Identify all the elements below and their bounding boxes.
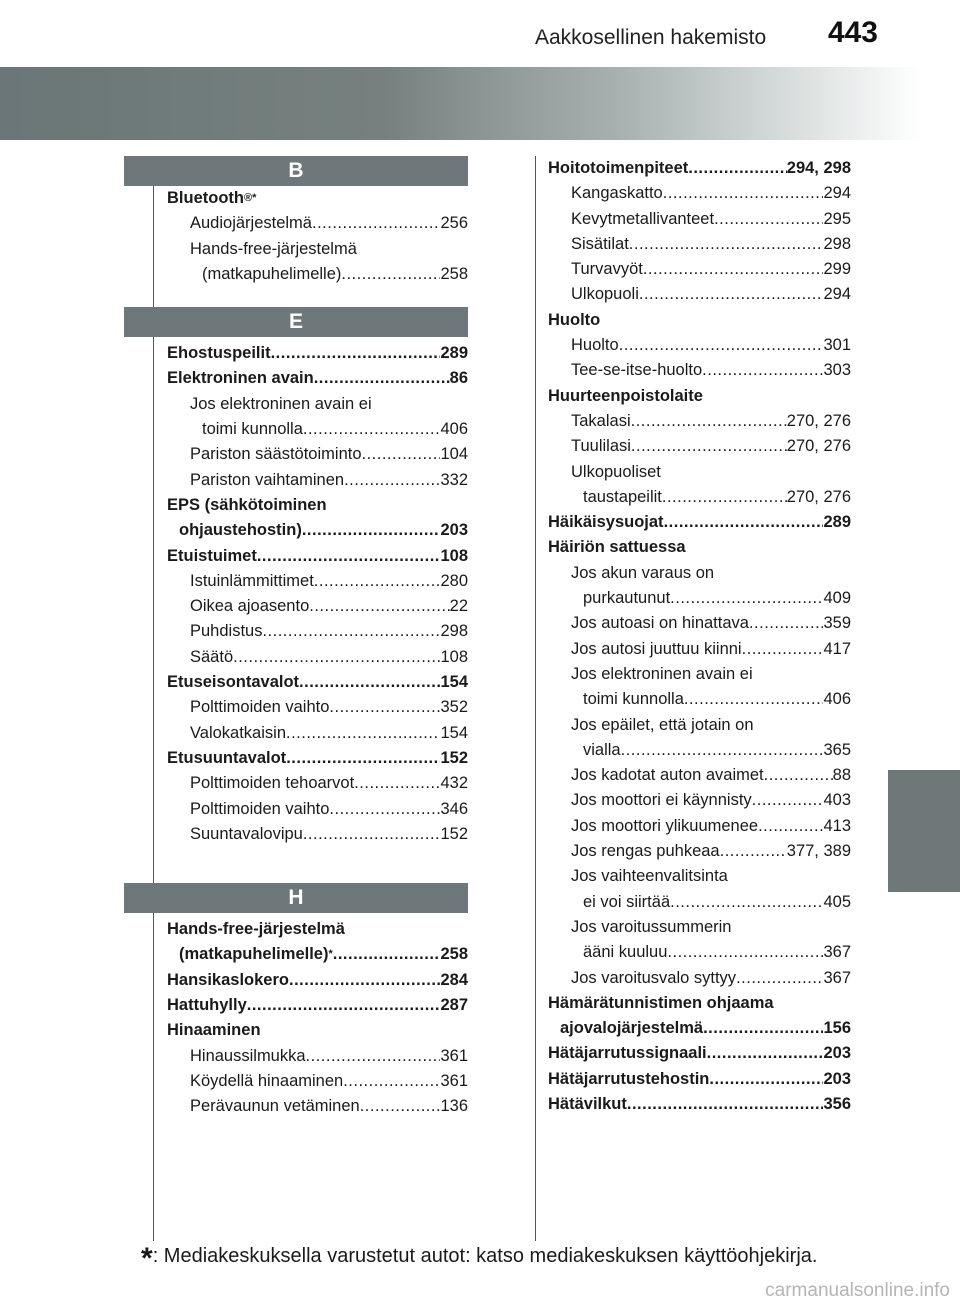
index-entry-text: Sisätilat (571, 234, 629, 253)
section-letter-e: E (124, 307, 468, 337)
index-entry (167, 341, 468, 366)
index-entry (548, 257, 851, 282)
index-entry (167, 544, 468, 569)
index-entry-text: Audiojärjestelmä (190, 214, 312, 233)
index-entry-text: Säätö (190, 647, 234, 666)
index-entry-page: 289 (440, 344, 468, 363)
index-entry (167, 569, 468, 594)
index-entry (548, 232, 851, 257)
index-entry (548, 561, 851, 586)
index-entry-page: 270, 276 (786, 411, 851, 430)
dot-leader (312, 211, 440, 236)
index-entry-text: purkautunut (583, 589, 671, 608)
index-entry-text: Jos elektroninen avain ei (571, 664, 753, 683)
index-entry-text: Hansikaslokero (167, 970, 289, 989)
index-entry (548, 1067, 851, 1092)
index-entry-page: 104 (440, 445, 468, 464)
index-entry-text: Kevytmetallivanteet (571, 209, 715, 228)
index-entry (548, 839, 851, 864)
index-entry-page: 406 (823, 690, 851, 709)
index-entry (167, 797, 468, 822)
index-entry-text: Hattuhylly (167, 996, 247, 1015)
index-entry-page: 258 (440, 264, 468, 283)
index-entry-page: 295 (823, 209, 851, 228)
index-entry-text: Jos rengas puhkeaa (571, 842, 720, 861)
index-entry (548, 535, 851, 560)
index-entry-text: (matkapuhelimelle) (179, 945, 329, 964)
index-entry-text: Tee-se-itse-huolto (571, 361, 703, 380)
index-entry (548, 662, 851, 687)
index-entry-page: 352 (440, 698, 468, 717)
section-body (124, 341, 468, 847)
index-entry (548, 940, 851, 965)
index-entry-text: Jos autoasi on hinattava (571, 614, 749, 633)
index-entry-page: 346 (440, 799, 468, 818)
index-entry (548, 207, 851, 232)
dot-leader (619, 333, 824, 358)
index-entry-page: 405 (823, 892, 851, 911)
dot-leader (749, 611, 824, 636)
index-entry-text: Pariston vaihtaminen (190, 470, 345, 489)
index-entry-page: 367 (823, 943, 851, 962)
dot-leader (670, 586, 823, 611)
index-entry-text: ohjaustehostin) (179, 521, 302, 540)
index-entry (167, 262, 468, 287)
index-entry-page: 303 (823, 361, 851, 380)
index-entry-superscript: ®* (243, 192, 257, 204)
index-entry-text: Hinaaminen (167, 1021, 261, 1040)
index-entry (167, 670, 468, 695)
index-entry-page: 356 (823, 1094, 851, 1113)
index-entry-page: 136 (440, 1097, 468, 1116)
index-entry-page: 108 (440, 546, 468, 565)
index-entry (548, 282, 851, 307)
dot-leader (670, 890, 823, 915)
index-entry-page: 361 (440, 1071, 468, 1090)
index-entry (167, 518, 468, 543)
index-entry-text: Jos akun varaus on (571, 563, 715, 582)
dot-leader (271, 341, 441, 366)
index-entry (548, 181, 851, 206)
index-entry (167, 721, 468, 746)
dot-leader (360, 1094, 441, 1119)
index-entry-page: 154 (440, 673, 468, 692)
index-entry (548, 409, 851, 434)
index-entry-page: 22 (449, 597, 468, 616)
index-entry-text: Hoitotoimenpiteet (548, 159, 689, 177)
index-entry-text: Suuntavalovipu (190, 824, 303, 843)
index-entry (167, 771, 468, 796)
index-entry (167, 645, 468, 670)
index-entry (548, 485, 851, 510)
index-entry (167, 619, 468, 644)
index-entry (548, 991, 851, 1016)
index-entry-page: 203 (440, 521, 468, 540)
index-entry-page: 258 (440, 945, 468, 964)
dot-leader (707, 1041, 824, 1066)
index-entry-page: 361 (440, 1046, 468, 1065)
index-entry (167, 993, 468, 1018)
index-entry-text: Huolto (548, 310, 601, 329)
index-entry-page: 367 (823, 968, 851, 987)
index-entry-page: 332 (440, 470, 468, 489)
dot-leader (662, 485, 787, 510)
index-entry (548, 358, 851, 383)
dot-leader (736, 966, 823, 991)
index-entry (167, 468, 468, 493)
index-entry-text: Kangaskatto (571, 184, 663, 203)
index-entry-text: Oikea ajoasento (190, 597, 310, 616)
index-column-left (124, 156, 468, 1120)
index-entry-text: Bluetooth (167, 189, 244, 207)
index-entry-text: Hämärätunnistimen ohjaama (548, 993, 774, 1012)
index-entry-text: Etuistuimet (167, 546, 257, 565)
index-entry-page: 359 (823, 614, 851, 633)
section-letter-h: H (124, 883, 468, 913)
index-entry (167, 493, 468, 518)
dot-leader (758, 814, 823, 839)
index-entry-page: 298 (440, 622, 468, 641)
index-entry-text: Etusuuntavalot (167, 748, 287, 767)
index-entry-page: 377, 389 (786, 842, 851, 861)
index-entry-text: Huurteenpoistolaite (548, 386, 703, 405)
index-entry-text: Jos kadotat auton avaimet (571, 766, 764, 785)
dot-leader (306, 1044, 441, 1069)
index-entry-text: Jos vaihteenvalitsinta (571, 867, 728, 886)
dot-leader (341, 262, 440, 287)
dot-leader (621, 738, 824, 763)
index-entry (167, 695, 468, 720)
index-entry (548, 308, 851, 333)
index-entry-page: 86 (449, 369, 468, 388)
dot-leader (702, 358, 823, 383)
index-entry-text: Ulkopuoli (571, 285, 639, 304)
footnote-star: * (141, 1242, 153, 1275)
index-entry (548, 1041, 851, 1066)
index-entry-page: 301 (823, 336, 851, 355)
index-entry-text: ääni kuuluu (583, 943, 668, 962)
index-entry-page: 294 (823, 184, 851, 203)
header-title: Aakkosellinen hakemisto (535, 26, 767, 49)
index-entry (167, 1069, 468, 1094)
index-entry-text: Jos varoitusvalo syttyy (571, 968, 737, 987)
index-entry (548, 611, 851, 636)
index-entry-text: Hands-free-järjestelmä (190, 239, 357, 258)
index-entry (167, 822, 468, 847)
dot-leader (631, 409, 787, 434)
dot-leader (714, 207, 823, 232)
dot-leader (752, 788, 824, 813)
index-entry-page: 108 (440, 647, 468, 666)
index-entry (167, 211, 468, 236)
index-entry-page: 289 (823, 513, 851, 532)
dot-leader (247, 993, 441, 1018)
index-entry (167, 366, 468, 391)
dot-leader (289, 968, 440, 993)
index-entry-text: Pariston säästötoiminto (190, 445, 362, 464)
dot-leader (629, 232, 824, 257)
index-entry (548, 864, 851, 889)
index-entry-superscript: * (328, 948, 333, 961)
index-entry-text: Turvavyöt (571, 260, 643, 279)
page-number: 443 (827, 16, 878, 49)
index-entry (548, 687, 851, 712)
index-entry (548, 333, 851, 358)
index-entry (167, 1018, 468, 1043)
index-entry-text: Häiriön sattuessa (548, 538, 686, 557)
index-entry-text: Jos moottori ylikuumenee (571, 816, 759, 835)
dot-leader (720, 839, 787, 864)
dot-leader (688, 156, 787, 181)
index-entry-text: Takalasi (571, 411, 631, 430)
dot-leader (314, 569, 441, 594)
index-entry (548, 1092, 851, 1117)
index-entry (167, 237, 468, 262)
dot-leader (286, 746, 440, 771)
index-entry-page: 270, 276 (786, 487, 851, 506)
index-entry-page: 203 (823, 1069, 851, 1088)
dot-leader (286, 721, 440, 746)
dot-leader (709, 1067, 823, 1092)
section-body (124, 917, 468, 1119)
index-entry (548, 788, 851, 813)
dot-leader (233, 645, 440, 670)
index-entry-text: taustapeilit (583, 487, 662, 506)
index-entry-page: 409 (823, 589, 851, 608)
index-entry-page: 287 (440, 996, 468, 1015)
dot-leader (333, 942, 441, 967)
dot-leader (309, 594, 449, 619)
index-entry-text: (matkapuhelimelle) (202, 264, 342, 283)
index-entry-text: Puhdistus (190, 622, 263, 641)
dot-leader (631, 434, 787, 459)
dot-leader (742, 637, 824, 662)
index-entry (167, 942, 468, 967)
dot-leader (362, 442, 441, 467)
index-entry-text: Hätävilkut (548, 1094, 627, 1113)
chapter-thumb-tab (888, 770, 960, 892)
section-body (124, 186, 468, 287)
index-entry (548, 460, 851, 485)
header-band (0, 67, 960, 140)
dot-leader (314, 366, 450, 391)
index-entry-text: Perävaunun vetäminen (190, 1097, 360, 1116)
index-entry (548, 586, 851, 611)
section-body (535, 156, 851, 1117)
dot-leader (663, 181, 824, 206)
index-entry-page: 270, 276 (786, 437, 851, 456)
index-entry-page: 156 (823, 1019, 851, 1038)
index-entry-text: Ulkopuoliset (571, 462, 661, 481)
index-entry-page: 256 (440, 214, 468, 233)
index-entry (548, 510, 851, 535)
index-entry-text: toimi kunnolla (202, 420, 303, 439)
watermark: carmanualsonline.info (765, 1280, 950, 1301)
index-entry-text: Köydellä hinaaminen (190, 1071, 344, 1090)
index-entry-text: Huolto (571, 336, 619, 355)
index-entry-text: Polttimoiden tehoarvot (190, 774, 355, 793)
index-entry-text: Hinaussilmukka (190, 1046, 306, 1065)
dot-leader (667, 940, 823, 965)
index-entry-text: Hands-free-järjestelmä (167, 920, 345, 939)
index-entry-text: Jos varoitussummerin (571, 917, 732, 936)
index-entry-page: 154 (440, 723, 468, 742)
index-entry (548, 713, 851, 738)
index-entry-text: Polttimoiden vaihto (190, 698, 330, 717)
dot-leader (329, 797, 440, 822)
dot-leader (262, 619, 440, 644)
dot-leader (303, 822, 441, 847)
index-entry-page: 294, 298 (786, 159, 851, 177)
index-entry-page: 365 (823, 740, 851, 759)
index-entry (548, 890, 851, 915)
index-entry-page: 406 (440, 420, 468, 439)
index-entry-page: 417 (823, 639, 851, 658)
index-entry-text: EPS (sähkötoiminen (167, 495, 327, 514)
index-entry-text: ei voi siirtää (583, 892, 671, 911)
index-entry (167, 594, 468, 619)
index-entry (548, 915, 851, 940)
index-entry-text: toimi kunnolla (583, 690, 684, 709)
index-entry-text: ajovalojärjestelmä (560, 1019, 704, 1038)
dot-leader (703, 1016, 823, 1041)
index-entry (548, 434, 851, 459)
footnote (141, 1242, 817, 1276)
index-entry-page: 432 (440, 774, 468, 793)
dot-leader (329, 695, 440, 720)
dot-leader (299, 670, 440, 695)
index-entry-text: Istuinlämmittimet (190, 571, 314, 590)
index-entry-page: 152 (440, 824, 468, 843)
index-entry (548, 966, 851, 991)
index-entry-text: Polttimoiden vaihto (190, 799, 330, 818)
index-entry-page: 298 (823, 234, 851, 253)
index-entry-text: Tuulilasi (571, 437, 631, 456)
index-entry (548, 384, 851, 409)
index-entry-page: 280 (440, 571, 468, 590)
dot-leader (343, 1069, 440, 1094)
dot-leader (354, 771, 440, 796)
index-entry-page: 403 (823, 791, 851, 810)
index-column-right (535, 156, 851, 1117)
index-entry (548, 156, 851, 181)
index-entry-text: Jos elektroninen avain ei (190, 394, 372, 413)
index-entry-text: Valokatkaisin (190, 723, 286, 742)
index-entry-text: Jos epäilet, että jotain on (571, 715, 754, 734)
dot-leader (639, 282, 824, 307)
dot-leader (684, 687, 824, 712)
index-entry-text: Ehostuspeilit (167, 344, 271, 363)
index-entry (548, 763, 851, 788)
index-entry (167, 392, 468, 417)
index-entry-page: 294 (823, 285, 851, 304)
index-entry-text: Jos autosi juuttuu kiinni (571, 639, 742, 658)
index-entry-page: 203 (823, 1044, 851, 1063)
index-entry-text: vialla (583, 740, 621, 759)
dot-leader (643, 257, 824, 282)
index-entry (167, 1094, 468, 1119)
dot-leader (257, 544, 441, 569)
dot-leader (664, 510, 824, 535)
index-entry-page: 413 (823, 816, 851, 835)
index-entry-page: 299 (823, 260, 851, 279)
index-entry-page: 88 (832, 766, 851, 785)
index-entry (167, 417, 468, 442)
index-entry (167, 746, 468, 771)
index-entry (167, 186, 468, 211)
dot-leader (344, 468, 440, 493)
index-entry (548, 1016, 851, 1041)
dot-leader (764, 763, 833, 788)
index-entry-text: Elektroninen avain (167, 369, 314, 388)
index-entry (167, 917, 468, 942)
index-entry-text: Jos moottori ei käynnisty (571, 791, 752, 810)
index-entry-text: Hätäjarrutussignaali (548, 1044, 707, 1063)
index-entry (548, 738, 851, 763)
dot-leader (627, 1092, 824, 1117)
section-letter-b: B (124, 156, 468, 186)
index-entry-text: Häikäisysuojat (548, 513, 664, 532)
dot-leader (302, 518, 441, 543)
index-entry-page: 284 (440, 970, 468, 989)
index-entry (548, 814, 851, 839)
index-entry (167, 968, 468, 993)
index-entry (548, 637, 851, 662)
index-entry (167, 1044, 468, 1069)
dot-leader (303, 417, 441, 442)
index-entry-page: 152 (440, 748, 468, 767)
footnote-text: : Mediakeskuksella varustetut autot: katso mediakeskuksen käyttöohjekirja. (152, 1245, 818, 1267)
index-entry-text: Hätäjarrutustehostin (548, 1069, 710, 1088)
index-entry (167, 442, 468, 467)
index-entry-text: Etuseisontavalot (167, 673, 300, 692)
